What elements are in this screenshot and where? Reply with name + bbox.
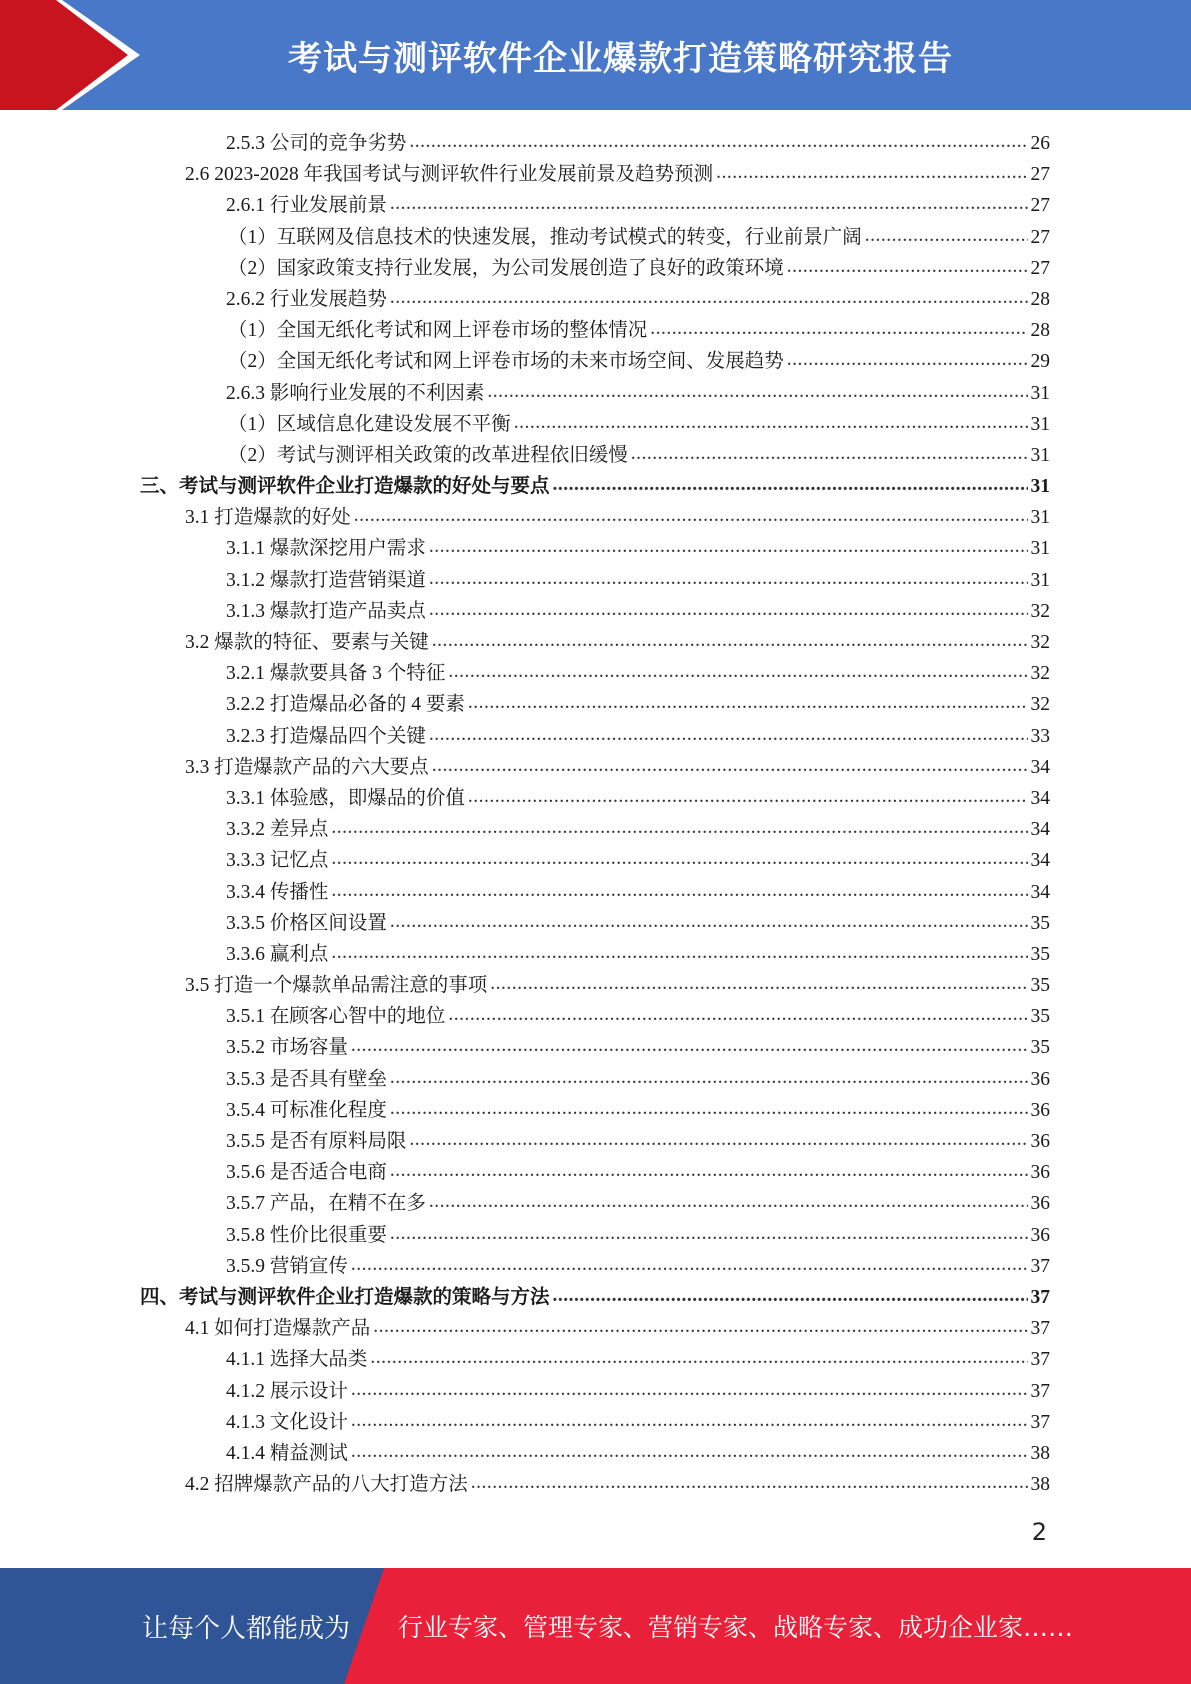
toc-entry-page: 35 bbox=[1030, 1037, 1050, 1059]
toc-entry-title: 3.3.2 差异点 bbox=[226, 819, 329, 841]
toc-dot-leader bbox=[650, 313, 1027, 344]
toc-dot-leader bbox=[429, 563, 1028, 594]
toc-entry-page: 36 bbox=[1030, 1099, 1050, 1121]
toc-entry-page: 37 bbox=[1030, 1286, 1050, 1308]
toc-entry[interactable] bbox=[140, 1251, 1050, 1282]
toc-entry-page: 34 bbox=[1030, 787, 1050, 809]
page-number: 2 bbox=[1031, 1518, 1047, 1546]
toc-entry-title: （2）考试与测评相关政策的改革进程依旧缓慢 bbox=[228, 444, 628, 466]
toc-entry[interactable] bbox=[140, 908, 1050, 939]
toc-entry[interactable] bbox=[140, 409, 1050, 440]
toc-dot-leader bbox=[553, 1280, 1028, 1311]
toc-entry[interactable] bbox=[140, 1376, 1050, 1407]
toc-entry[interactable] bbox=[140, 1032, 1050, 1063]
toc-entry-title: 4.1.2 展示设计 bbox=[226, 1380, 348, 1402]
toc-entry-page: 34 bbox=[1030, 819, 1050, 841]
toc-entry-page: 36 bbox=[1030, 1068, 1050, 1090]
toc-entry-title: 3.5.9 营销宣传 bbox=[226, 1255, 348, 1277]
toc-dot-leader bbox=[351, 1374, 1028, 1405]
toc-dot-leader bbox=[409, 126, 1027, 157]
toc-entry-page: 31 bbox=[1030, 382, 1050, 404]
toc-entry-title: 4.1.4 精益测试 bbox=[226, 1442, 348, 1464]
toc-entry-title: （1）全国无纸化考试和网上评卷市场的整体情况 bbox=[228, 320, 648, 342]
toc-entry-title: （1）互联网及信息技术的快速发展，推动考试模式的转变，行业前景广阔 bbox=[228, 226, 862, 248]
toc-entry-title: 3.5.4 可标准化程度 bbox=[226, 1099, 387, 1121]
toc-entry-page: 34 bbox=[1030, 850, 1050, 872]
toc-entry-title: 2.6.3 影响行业发展的不利因素 bbox=[226, 382, 485, 404]
toc-entry-page: 34 bbox=[1030, 881, 1050, 903]
toc-entry-page: 31 bbox=[1030, 569, 1050, 591]
toc-dot-leader bbox=[390, 1218, 1028, 1249]
toc-entry-page: 27 bbox=[1030, 226, 1050, 248]
report-title: 考试与测评软件企业爆款打造策略研究报告 bbox=[288, 38, 953, 79]
footer-slogan-right: 行业专家、管理专家、营销专家、战略专家、成功企业家…… bbox=[398, 1613, 1074, 1642]
toc-dot-leader bbox=[331, 843, 1027, 874]
toc-entry[interactable] bbox=[140, 1188, 1050, 1219]
toc-entry[interactable] bbox=[140, 378, 1050, 409]
toc-dot-leader bbox=[390, 1155, 1028, 1186]
toc-entry[interactable] bbox=[140, 222, 1050, 253]
toc-entry-title: 4.1.1 选择大品类 bbox=[226, 1349, 368, 1371]
toc-dot-leader bbox=[429, 531, 1028, 562]
toc-entry-page: 36 bbox=[1030, 1224, 1050, 1246]
toc-entry-page: 37 bbox=[1030, 1255, 1050, 1277]
toc-entry-page: 27 bbox=[1030, 195, 1050, 217]
toc-entry-page: 31 bbox=[1030, 444, 1050, 466]
toc-dot-leader bbox=[448, 999, 1027, 1030]
toc-dot-leader bbox=[429, 719, 1028, 750]
toc-entry[interactable] bbox=[140, 970, 1050, 1001]
toc-dot-leader bbox=[716, 157, 1027, 188]
toc-entry-title: 3.3 打造爆款产品的六大要点 bbox=[185, 756, 429, 778]
toc-entry[interactable] bbox=[140, 1157, 1050, 1188]
toc-entry-title: 3.3.1 体验感，即爆品的价值 bbox=[226, 787, 465, 809]
toc-entry-title: 3.3.3 记忆点 bbox=[226, 850, 329, 872]
toc-dot-leader bbox=[390, 282, 1028, 313]
toc-entry-page: 32 bbox=[1030, 600, 1050, 622]
toc-entry-page: 35 bbox=[1030, 912, 1050, 934]
toc-entry-title: 2.6 2023-2028 年我国考试与测评软件行业发展前景及趋势预测 bbox=[185, 164, 714, 186]
toc-entry-title: 4.2 招牌爆款产品的八大打造方法 bbox=[185, 1474, 468, 1496]
toc-entry-page: 32 bbox=[1030, 663, 1050, 685]
toc-entry-title: 4.1 如何打造爆款产品 bbox=[185, 1318, 371, 1340]
toc-dot-leader bbox=[865, 220, 1028, 251]
toc-entry-page: 37 bbox=[1030, 1411, 1050, 1433]
toc-dot-leader bbox=[429, 594, 1028, 625]
toc-dot-leader bbox=[390, 906, 1028, 937]
toc-entry[interactable] bbox=[140, 1095, 1050, 1126]
toc-entry[interactable] bbox=[140, 845, 1050, 876]
footer-slogan-left: 让每个人都能成为 bbox=[142, 1613, 351, 1644]
toc-entry[interactable] bbox=[140, 752, 1050, 783]
toc-dot-leader bbox=[373, 1311, 1027, 1342]
toc-entry[interactable] bbox=[140, 658, 1050, 689]
toc-entry-title: 3.2.1 爆款要具备 3 个特征 bbox=[226, 663, 446, 685]
table-of-contents bbox=[140, 128, 1050, 1500]
toc-entry[interactable] bbox=[140, 1001, 1050, 1032]
toc-entry[interactable] bbox=[140, 346, 1050, 377]
toc-entry[interactable] bbox=[140, 1220, 1050, 1251]
toc-dot-leader bbox=[432, 625, 1028, 656]
toc-entry-page: 36 bbox=[1030, 1131, 1050, 1152]
toc-dot-leader bbox=[331, 875, 1027, 906]
toc-entry-title: （1）区域信息化建设发展不平衡 bbox=[228, 413, 511, 435]
toc-entry-page: 29 bbox=[1030, 351, 1050, 373]
toc-entry-page: 37 bbox=[1030, 1380, 1050, 1402]
toc-dot-leader bbox=[468, 687, 1028, 718]
toc-entry[interactable] bbox=[140, 596, 1050, 627]
toc-entry[interactable] bbox=[140, 877, 1050, 908]
toc-entry-title: 3.2 爆款的特征、要素与关键 bbox=[185, 632, 429, 653]
toc-entry-page: 38 bbox=[1030, 1474, 1050, 1496]
toc-entry-title: 3.5.6 是否适合电商 bbox=[226, 1162, 387, 1184]
toc-dot-leader bbox=[468, 781, 1028, 812]
toc-entry[interactable] bbox=[140, 315, 1050, 346]
toc-entry[interactable] bbox=[140, 689, 1050, 720]
toc-entry[interactable] bbox=[140, 1407, 1050, 1438]
toc-entry-page: 34 bbox=[1030, 756, 1050, 778]
toc-entry-title: 3.3.6 赢利点 bbox=[226, 943, 329, 965]
toc-entry-title: 3.1.1 爆款深挖用户需求 bbox=[226, 538, 426, 560]
toc-entry[interactable] bbox=[140, 627, 1050, 658]
toc-entry[interactable] bbox=[140, 253, 1050, 284]
toc-dot-leader bbox=[331, 937, 1027, 968]
toc-dot-leader bbox=[390, 1062, 1028, 1093]
toc-entry-page: 36 bbox=[1030, 1162, 1050, 1184]
page-footer bbox=[0, 1568, 1191, 1684]
toc-entry[interactable] bbox=[140, 159, 1050, 190]
toc-entry[interactable] bbox=[140, 1469, 1050, 1500]
toc-entry-page: 33 bbox=[1030, 725, 1050, 747]
toc-entry-title: 4.1.3 文化设计 bbox=[226, 1411, 348, 1433]
toc-entry-page: 28 bbox=[1030, 288, 1050, 310]
toc-entry-title: 3.3.5 价格区间设置 bbox=[226, 912, 387, 934]
toc-entry-title: 3.5.5 是否有原料局限 bbox=[226, 1131, 407, 1152]
toc-entry-page: 35 bbox=[1030, 1006, 1050, 1028]
toc-entry-page: 36 bbox=[1030, 1193, 1050, 1215]
toc-entry-page: 31 bbox=[1030, 538, 1050, 560]
toc-entry-page: 27 bbox=[1030, 257, 1050, 279]
toc-entry[interactable] bbox=[140, 1064, 1050, 1095]
toc-dot-leader bbox=[631, 438, 1028, 469]
toc-entry-title: 3.1 打造爆款的好处 bbox=[185, 507, 351, 529]
toc-entry-title: （2）全国无纸化考试和网上评卷市场的未来市场空间、发展趋势 bbox=[228, 351, 784, 373]
toc-entry-title: 2.6.2 行业发展趋势 bbox=[226, 288, 387, 310]
toc-dot-leader bbox=[351, 1436, 1028, 1467]
toc-dot-leader bbox=[553, 469, 1028, 500]
toc-entry[interactable] bbox=[140, 565, 1050, 596]
toc-entry-title: 3.5 打造一个爆款单品需注意的事项 bbox=[185, 975, 488, 997]
toc-dot-leader bbox=[409, 1124, 1027, 1155]
toc-entry-page: 32 bbox=[1030, 632, 1050, 653]
toc-entry[interactable] bbox=[140, 783, 1050, 814]
toc-entry[interactable] bbox=[140, 1126, 1050, 1157]
toc-entry-title: 3.1.2 爆款打造营销渠道 bbox=[226, 569, 426, 591]
toc-entry-title: 2.6.1 行业发展前景 bbox=[226, 195, 387, 217]
toc-entry-title: 3.5.7 产品，在精不在多 bbox=[226, 1193, 426, 1215]
toc-entry[interactable] bbox=[140, 1313, 1050, 1344]
toc-entry[interactable] bbox=[140, 502, 1050, 533]
toc-dot-leader bbox=[787, 344, 1028, 375]
toc-entry[interactable] bbox=[140, 1438, 1050, 1469]
toc-entry-title: 3.5.8 性价比很重要 bbox=[226, 1224, 387, 1246]
toc-entry-title: 3.5.3 是否具有壁垒 bbox=[226, 1068, 387, 1090]
toc-entry[interactable] bbox=[140, 128, 1050, 159]
toc-entry-title: 3.5.2 市场容量 bbox=[226, 1037, 348, 1059]
toc-dot-leader bbox=[390, 188, 1028, 219]
toc-entry[interactable] bbox=[140, 939, 1050, 970]
page-header bbox=[0, 0, 1191, 110]
toc-entry-title: （2）国家政策支持行业发展，为公司发展创造了良好的政策环境 bbox=[228, 257, 784, 279]
toc-entry-page: 31 bbox=[1030, 507, 1050, 529]
toc-entry[interactable] bbox=[140, 814, 1050, 845]
toc-entry[interactable] bbox=[140, 284, 1050, 315]
toc-dot-leader bbox=[432, 750, 1028, 781]
toc-entry-title: 3.3.4 传播性 bbox=[226, 881, 329, 903]
toc-dot-leader bbox=[354, 500, 1028, 531]
toc-entry-page: 35 bbox=[1030, 975, 1050, 997]
toc-entry[interactable] bbox=[140, 1344, 1050, 1375]
toc-entry-title: 3.5.1 在顾客心智中的地位 bbox=[226, 1006, 446, 1028]
toc-entry-page: 35 bbox=[1030, 943, 1050, 965]
toc-entry-title: 3.1.3 爆款打造产品卖点 bbox=[226, 600, 426, 622]
toc-dot-leader bbox=[787, 251, 1028, 282]
toc-entry-title: 四、考试与测评软件企业打造爆款的策略与方法 bbox=[140, 1286, 550, 1308]
toc-dot-leader bbox=[448, 656, 1027, 687]
toc-entry[interactable] bbox=[140, 471, 1050, 502]
toc-entry[interactable] bbox=[140, 721, 1050, 752]
toc-entry-title: 3.2.3 打造爆品四个关键 bbox=[226, 725, 426, 747]
toc-dot-leader bbox=[390, 1093, 1028, 1124]
toc-dot-leader bbox=[429, 1186, 1028, 1217]
toc-entry[interactable] bbox=[140, 533, 1050, 564]
toc-entry-page: 32 bbox=[1030, 694, 1050, 716]
toc-entry-page: 28 bbox=[1030, 320, 1050, 342]
toc-entry[interactable] bbox=[140, 190, 1050, 221]
toc-entry-page: 31 bbox=[1030, 476, 1050, 498]
toc-dot-leader bbox=[490, 968, 1027, 999]
toc-dot-leader bbox=[351, 1405, 1028, 1436]
toc-entry-page: 26 bbox=[1030, 133, 1050, 154]
toc-entry[interactable] bbox=[140, 1282, 1050, 1313]
toc-entry-page: 37 bbox=[1030, 1318, 1050, 1340]
toc-entry-page: 27 bbox=[1030, 164, 1050, 186]
toc-dot-leader bbox=[331, 812, 1027, 843]
toc-entry-page: 38 bbox=[1030, 1442, 1050, 1464]
toc-entry[interactable] bbox=[140, 440, 1050, 471]
toc-dot-leader bbox=[370, 1342, 1027, 1373]
toc-dot-leader bbox=[351, 1030, 1028, 1061]
toc-dot-leader bbox=[487, 376, 1027, 407]
toc-entry-page: 37 bbox=[1030, 1349, 1050, 1371]
toc-dot-leader bbox=[471, 1467, 1028, 1498]
toc-entry-title: 2.5.3 公司的竞争劣势 bbox=[226, 133, 407, 154]
toc-dot-leader bbox=[351, 1249, 1028, 1280]
toc-dot-leader bbox=[514, 407, 1028, 438]
toc-entry-title: 三、考试与测评软件企业打造爆款的好处与要点 bbox=[140, 476, 550, 498]
toc-entry-page: 31 bbox=[1030, 413, 1050, 435]
toc-entry-title: 3.2.2 打造爆品必备的 4 要素 bbox=[226, 694, 465, 716]
